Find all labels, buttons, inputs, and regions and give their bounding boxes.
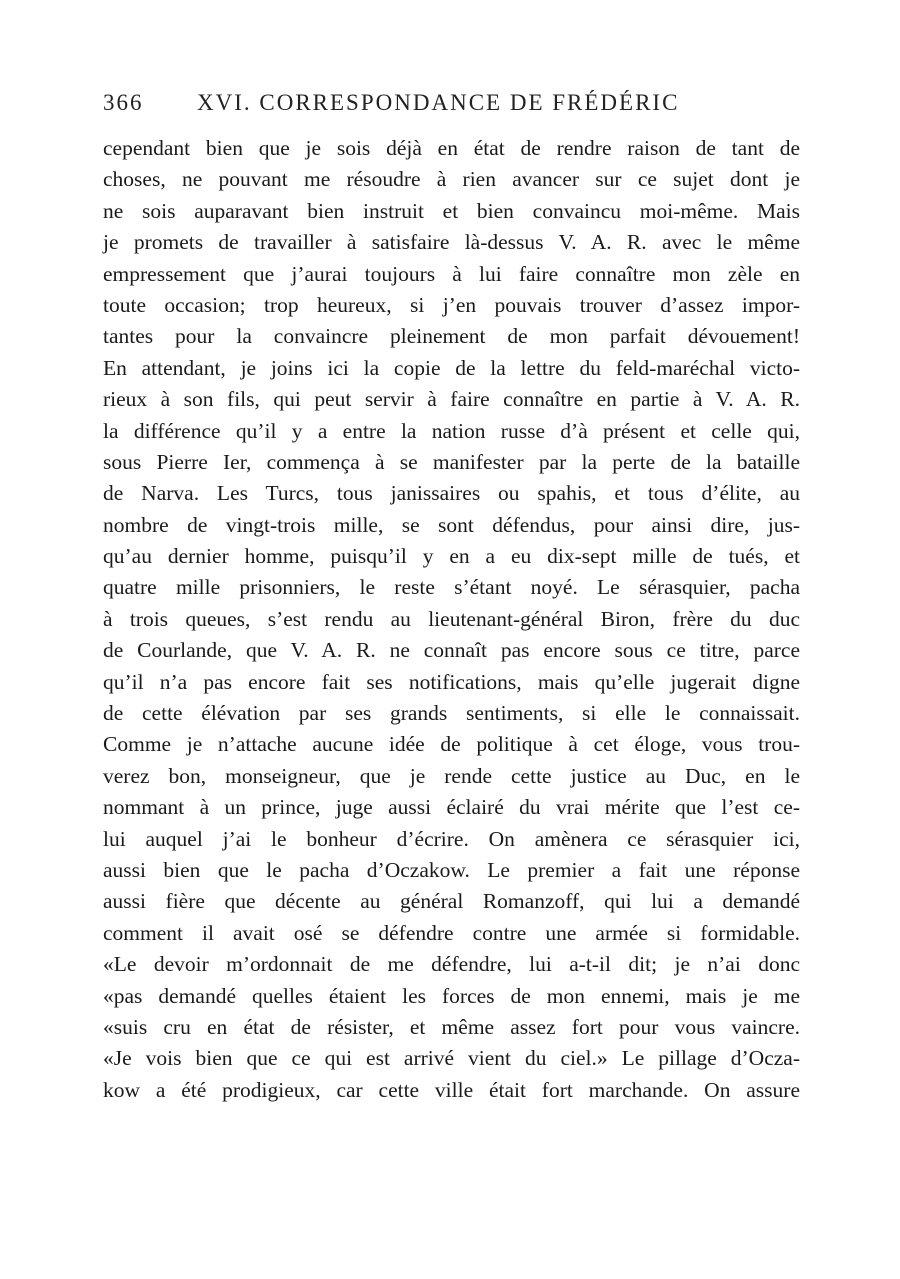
text-line-5: empressement que j’aurai toujours à lui faire connaître mon zèle en: [103, 261, 800, 286]
text-line-31: kow a été prodigieux, car cette ville était fort marchande. On assure: [103, 1077, 800, 1102]
text-line-22: nommant à un prince, juge aussi éclairé du vrai mérite que l’est ce-: [103, 795, 800, 820]
text-line-21: verez bon, monseigneur, que je rende cette justice au Duc, en le: [103, 763, 800, 788]
text-line-2: choses, ne pouvant me résoudre à rien avancer sur ce sujet dont je: [103, 167, 800, 192]
text-line-8: En attendant, je joins ici la copie de la lettre du feld-maréchal victo-: [103, 355, 800, 380]
text-line-7: tantes pour la convaincre pleinement de mon parfait dévouement!: [103, 324, 800, 349]
running-title: XVI. CORRESPONDANCE DE FRÉDÉRIC: [197, 90, 680, 115]
text-line-28: «pas demandé quelles étaient les forces de mon ennemi, mais je me: [103, 983, 800, 1008]
text-line-12: de Narva. Les Turcs, tous janissaires ou spahis, et tous d’élite, au: [103, 481, 800, 506]
running-header: [103, 90, 803, 122]
text-line-17: de Courlande, que V. A. R. ne connaît pas encore sous ce titre, parce: [103, 638, 800, 663]
text-line-10: la différence qu’il y a entre la nation russe d’à présent et celle qui,: [103, 418, 800, 443]
text-line-13: nombre de vingt-trois mille, se sont défendus, pour ainsi dire, jus-: [103, 512, 800, 537]
text-line-24: aussi bien que le pacha d’Oczakow. Le premier a fait une réponse: [103, 857, 800, 882]
text-line-19: de cette élévation par ses grands sentiments, si elle le connaissait.: [103, 701, 800, 726]
text-line-1: cependant bien que je sois déjà en état de rendre raison de tant de: [103, 136, 800, 160]
text-line-3: ne sois auparavant bien instruit et bien convaincu moi-même. Mais: [103, 198, 800, 223]
text-line-25: aussi fière que décente au général Romanzoff, qui lui a demandé: [103, 889, 800, 914]
text-line-16: à trois queues, s’est rendu au lieutenant-général Biron, frère du duc: [103, 606, 800, 631]
text-line-18: qu’il n’a pas encore fait ses notifications, mais qu’elle jugerait digne: [103, 669, 800, 694]
text-line-15: quatre mille prisonniers, le reste s’étant noyé. Le sérasquier, pacha: [103, 575, 800, 600]
text-line-6: toute occasion; trop heureux, si j’en pouvais trouver d’assez impor-: [103, 292, 800, 317]
text-line-30: «Je vois bien que ce qui est arrivé vient du ciel.» Le pillage d’Ocza-: [103, 1046, 800, 1071]
text-line-11: sous Pierre Ier, commença à se manifester par la perte de la bataille: [103, 449, 800, 474]
text-line-14: qu’au dernier homme, puisqu’il y en a eu dix-sept mille de tués, et: [103, 544, 800, 569]
text-line-4: je promets de travailler à satisfaire là-dessus V. A. R. avec le même: [103, 230, 800, 255]
page-number: 366: [103, 90, 144, 115]
text-line-23: lui auquel j’ai le bonheur d’écrire. On amènera ce sérasquier ici,: [103, 826, 800, 851]
body-text: [103, 133, 800, 1106]
text-line-27: «Le devoir m’ordonnait de me défendre, lui a-t-il dit; je n’ai donc: [103, 952, 800, 977]
text-line-29: «suis cru en état de résister, et même assez fort pour vous vaincre.: [103, 1014, 800, 1039]
text-line-20: Comme je n’attache aucune idée de politique à cet éloge, vous trou-: [103, 732, 800, 757]
text-line-9: rieux à son fils, qui peut servir à faire connaître en partie à V. A. R.: [103, 387, 800, 412]
text-line-26: comment il avait osé se défendre contre une armée si formidable.: [103, 920, 800, 945]
